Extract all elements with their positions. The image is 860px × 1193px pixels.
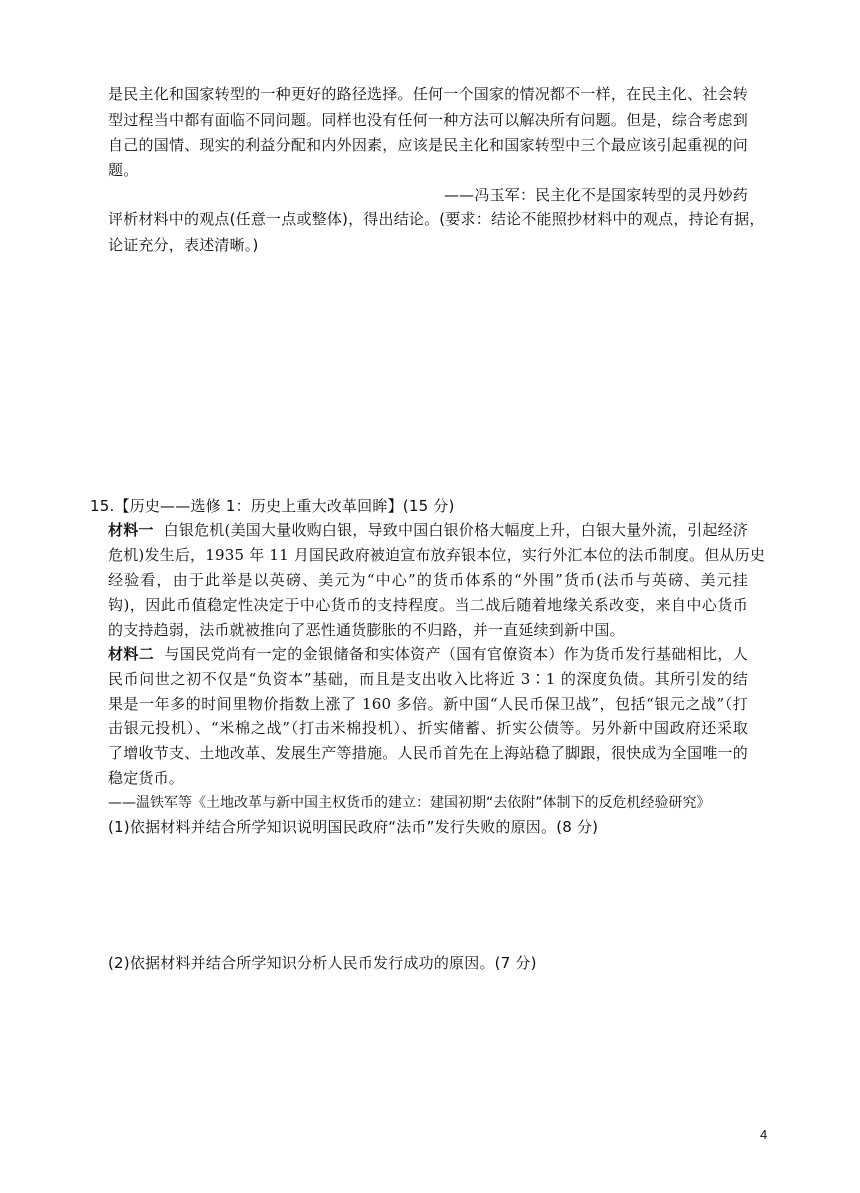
material2-line: 击银元投机）、“米棉之战”（打击米棉投机）、折实储蓄、折实公债等。另外新中国政府还采取 [108, 719, 748, 737]
material1-line: 的支持趋弱，法币就被推向了恶性通货膨胀的不归路，并一直延续到新中国。 [108, 621, 625, 639]
material2-line: 果是一年多的时间里物价指数上涨了 160 多倍。新中国“人民币保卫战”，包括“银元之战”（打 [108, 695, 748, 713]
passage-line: 自己的国情、现实的利益分配和内外因素，应该是民主化和国家转型中三个最应该引起重视的问 [108, 136, 748, 154]
material1-line: 危机)发生后，1935 年 11 月国民政府被迫宣布放弃银本位，实行外汇本位的法币制度。但从历史 [108, 546, 766, 564]
page-number: 4 [760, 1127, 768, 1142]
material1-text: 白银危机(美国大量收购白银，导致中国白银价格大幅度上升，白银大量外流，引起经济 [163, 521, 749, 539]
material2-source: ——温铁军等《土地改革与新中国主权货币的建立：建国初期“去依附”体制下的反危机经验研究》 [108, 795, 711, 811]
material2-line: 民币问世之初不仅是“负资本”基础，而且是支出收入比将近 3∶1 的深度负债。其所引发的结 [108, 670, 748, 688]
material2-text: 与国民党尚有一定的金银储备和实体资产（国有官僚资本）作为货币发行基础相比，人 [164, 645, 748, 663]
material1-label: 材料一 [108, 521, 154, 539]
material2-line [108, 642, 748, 666]
instruction-line: 论证充分，表述清晰。) [108, 236, 259, 254]
material1-line: 钩)，因此币值稳定性决定于中心货币的支持程度。当二战后随着地缘关系改变，来自中心货币 [108, 596, 748, 614]
passage-line: 型过程当中都有面临不同问题。同样也没有任何一种方法可以解决所有问题。但是，综合考虑到 [108, 111, 748, 129]
material2-line: 稳定货币。 [108, 769, 185, 787]
passage-source: ——冯玉军：民主化不是国家转型的灵丹妙药 [443, 186, 748, 204]
sub-question-2: (2)依据材料并结合所学知识分析人民币发行成功的原因。(7 分) [108, 954, 537, 972]
passage-line: 是民主化和国家转型的一种更好的路径选择。任何一个国家的情况都不一样，在民主化、社会转 [108, 85, 748, 103]
question-heading-text: 15.【历史——选修 1：历史上重大改革回眸】(15 分) [90, 497, 455, 515]
passage-line: 题。 [108, 161, 139, 179]
material1-line [108, 518, 748, 542]
sub-question-1: (1)依据材料并结合所学知识说明国民政府“法币”发行失败的原因。(8 分) [108, 818, 599, 836]
material2-line: 了增收节支、土地改革、发展生产等措施。人民币首先在上海站稳了脚跟，很快成为全国唯一的 [108, 744, 748, 762]
instruction-line: 评析材料中的观点(任意一点或整体)，得出结论。(要求：结论不能照抄材料中的观点，持论有据， [108, 210, 765, 228]
material2-label: 材料二 [108, 645, 155, 663]
material1-line: 经验看，由于此举是以英磅、美元为“中心”的货币体系的“外围”货币(法币与英磅、美元挂 [108, 571, 748, 589]
question-heading [90, 494, 748, 518]
